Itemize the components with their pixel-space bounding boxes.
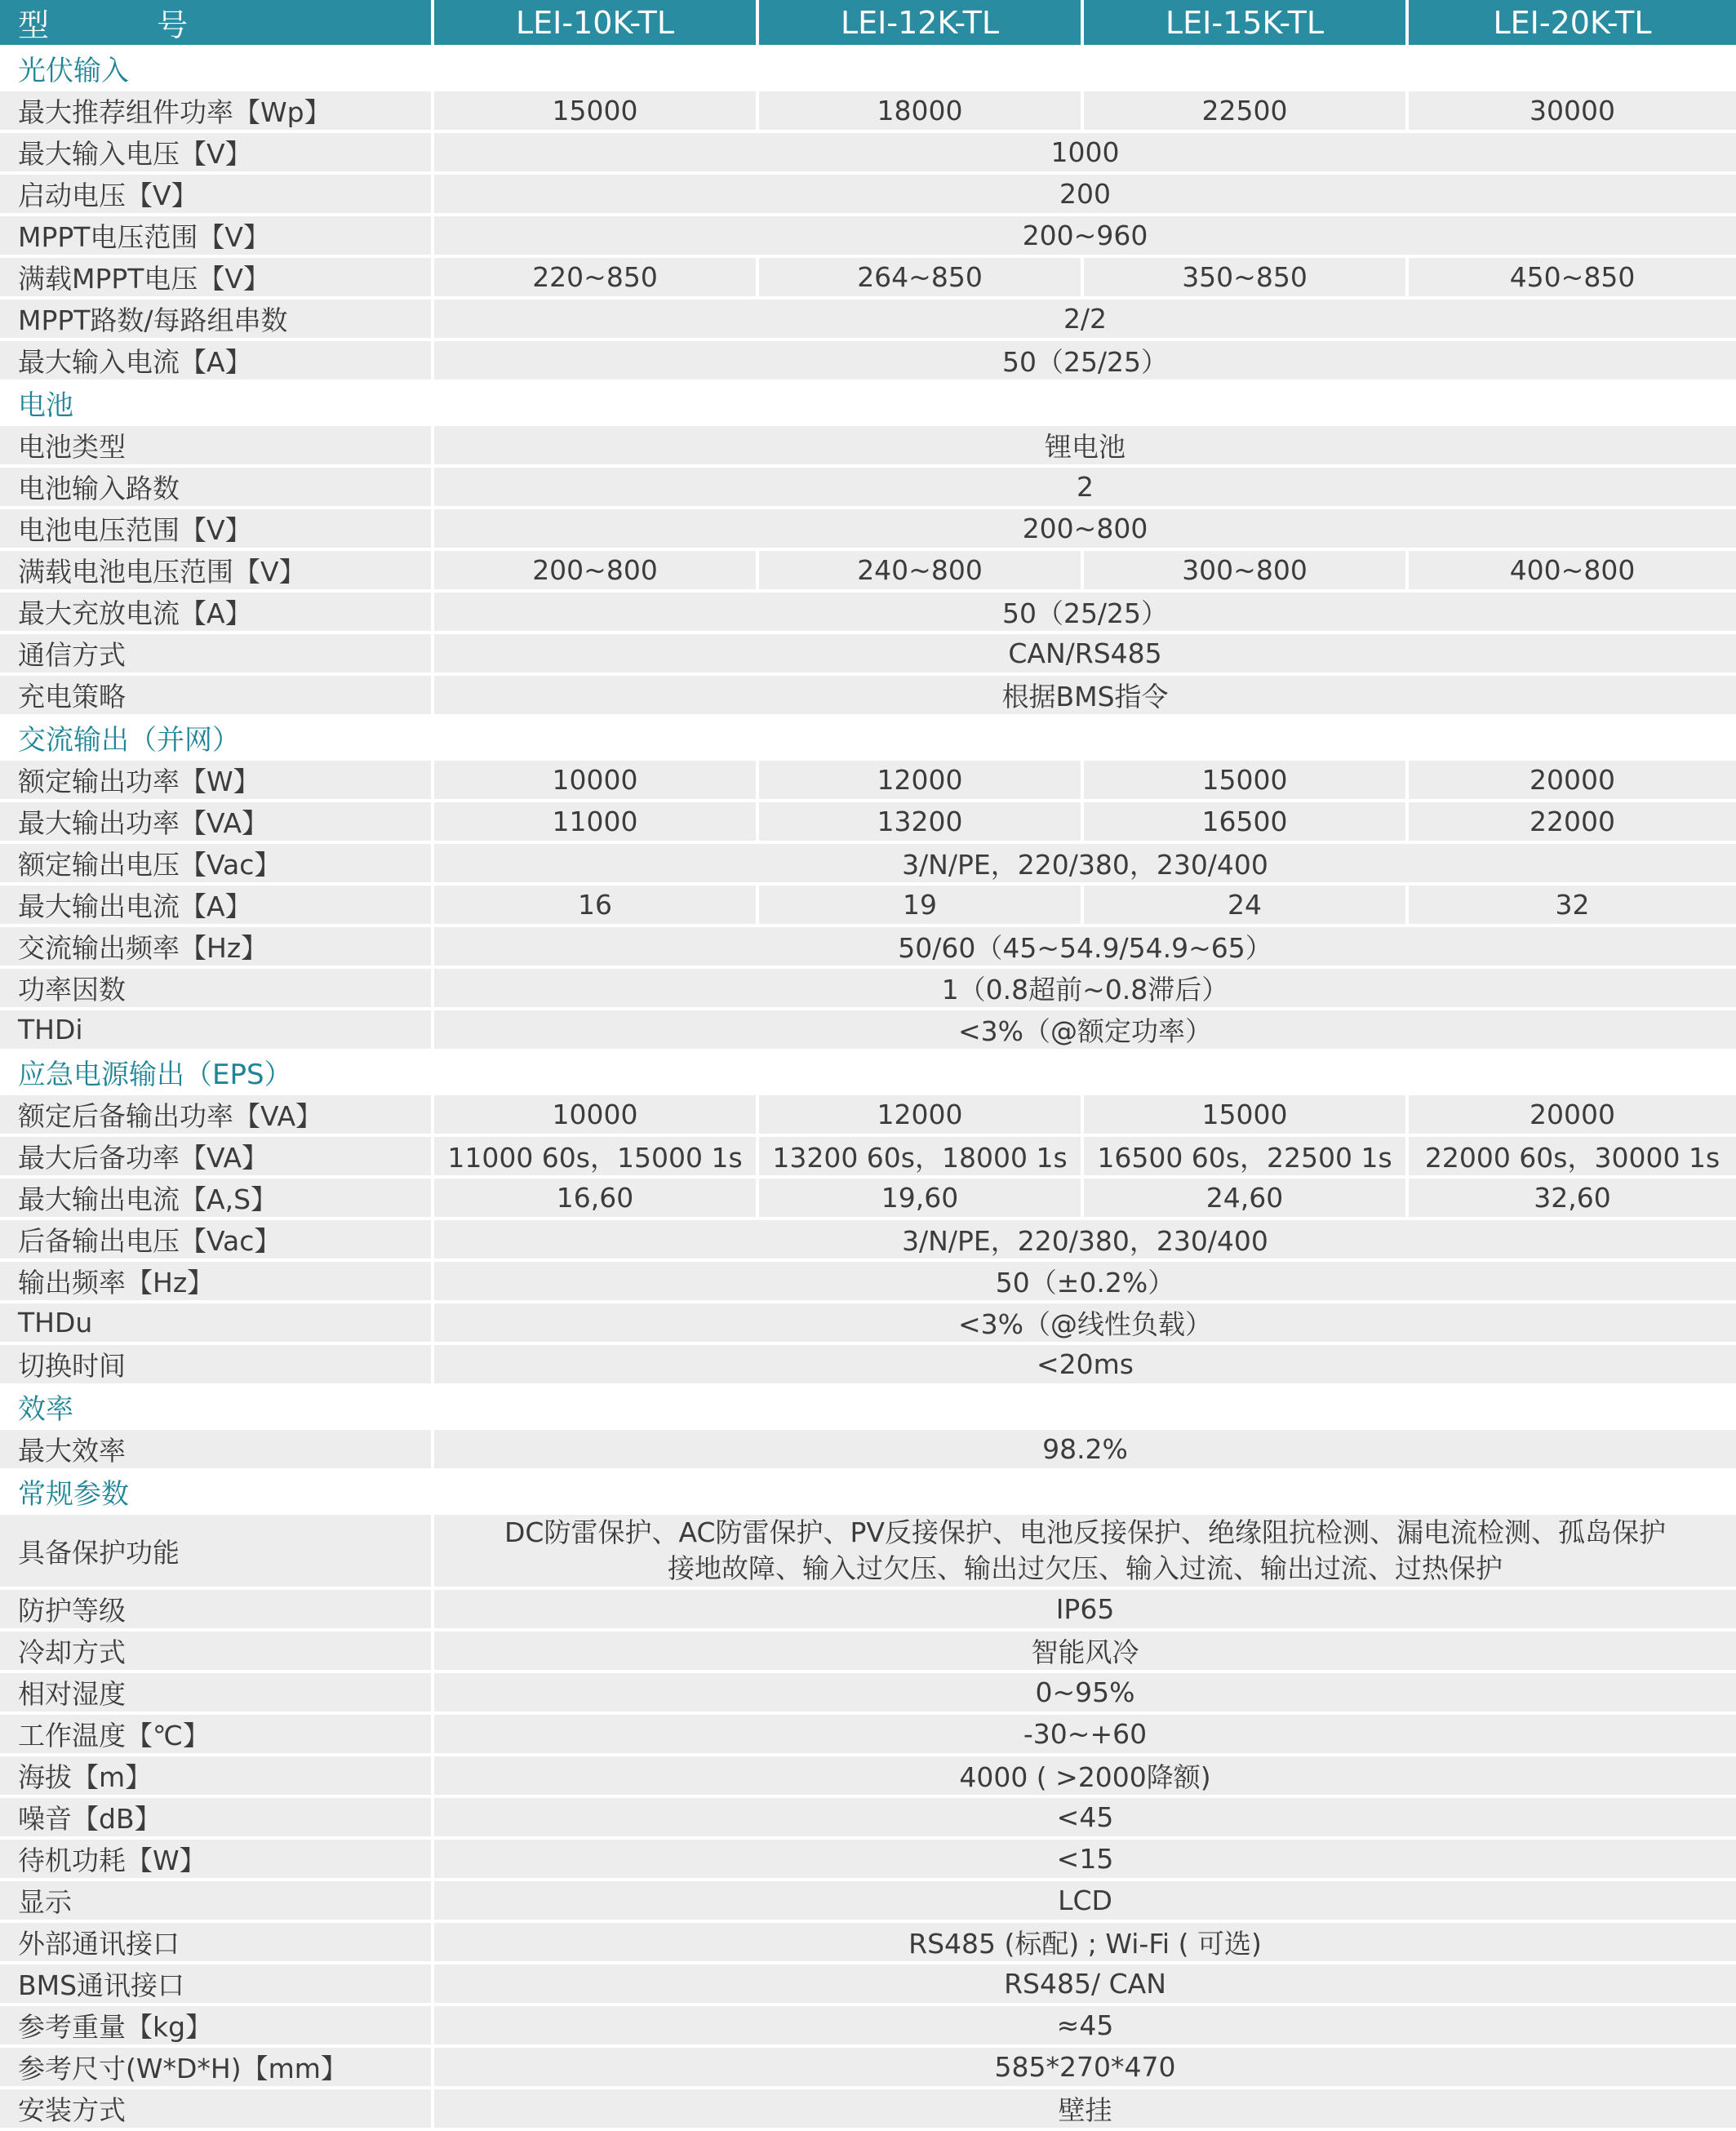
spec-label: 相对湿度 (0, 1673, 434, 1715)
spec-value-line: DC防雷保护、AC防雷保护、PV反接保护、电池反接保护、绝缘阻抗检测、漏电流检测、孤岛保护 (504, 1516, 1666, 1548)
spec-value: 13200 (759, 802, 1084, 844)
section-row (0, 717, 1736, 761)
spec-value: 200~800 (434, 551, 759, 593)
spec-row (0, 676, 1736, 717)
spec-label: 后备输出电压【Vac】 (0, 1220, 434, 1262)
spec-label: 待机功耗【W】 (0, 1840, 434, 1881)
spec-label: THDi (0, 1010, 434, 1052)
spec-value (434, 1515, 1736, 1590)
spec-value: 22500 (1084, 91, 1409, 133)
spec-row (0, 1010, 1736, 1052)
spec-value: ≈45 (434, 2006, 1736, 2048)
spec-row (0, 2089, 1736, 2131)
spec-label: 满载电池电压范围【V】 (0, 551, 434, 593)
spec-value: 18000 (759, 91, 1084, 133)
spec-row (0, 1673, 1736, 1715)
spec-row (0, 258, 1736, 300)
spec-row (0, 1430, 1736, 1472)
spec-row (0, 426, 1736, 468)
section-row (0, 1052, 1736, 1095)
spec-value: 19 (759, 886, 1084, 927)
spec-label: 具备保护功能 (0, 1515, 434, 1590)
spec-value: 15000 (1084, 761, 1409, 802)
spec-label: 冷却方式 (0, 1632, 434, 1673)
spec-value: 22000 (1409, 802, 1736, 844)
spec-row (0, 300, 1736, 341)
spec-label: 参考尺寸(W*D*H)【mm】 (0, 2048, 434, 2089)
section-row (0, 1387, 1736, 1430)
spec-row (0, 802, 1736, 844)
spec-row (0, 509, 1736, 551)
spec-row (0, 1345, 1736, 1387)
spec-label: 海拔【m】 (0, 1756, 434, 1798)
spec-value: 15000 (434, 91, 759, 133)
spec-label: 额定输出电压【Vac】 (0, 844, 434, 886)
spec-row (0, 1923, 1736, 1965)
spec-value: 2/2 (434, 300, 1736, 341)
spec-value: 12000 (759, 1095, 1084, 1137)
spec-value: 350~850 (1084, 258, 1409, 300)
spec-value: 15000 (1084, 1095, 1409, 1137)
spec-value: 400~800 (1409, 551, 1736, 593)
spec-row (0, 1715, 1736, 1756)
spec-label: 最大输入电压【V】 (0, 133, 434, 175)
spec-label: 通信方式 (0, 634, 434, 676)
spec-row (0, 1590, 1736, 1632)
spec-value: 10000 (434, 1095, 759, 1137)
spec-row (0, 844, 1736, 886)
spec-label: 最大充放电流【A】 (0, 593, 434, 634)
spec-value: 30000 (1409, 91, 1736, 133)
spec-value: 200~800 (434, 509, 1736, 551)
spec-label: 显示 (0, 1881, 434, 1923)
spec-row (0, 1881, 1736, 1923)
spec-row (0, 1632, 1736, 1673)
spec-value: 壁挂 (434, 2089, 1736, 2131)
spec-label: 安装方式 (0, 2089, 434, 2131)
spec-value: CAN/RS485 (434, 634, 1736, 676)
spec-value: 11000 (434, 802, 759, 844)
spec-label: 电池类型 (0, 426, 434, 468)
spec-label: THDu (0, 1303, 434, 1345)
spec-row (0, 1220, 1736, 1262)
spec-value: 20000 (1409, 761, 1736, 802)
spec-label: 最大输出电流【A】 (0, 886, 434, 927)
spec-label: 电池输入路数 (0, 468, 434, 509)
model-header: LEI-12K-TL (759, 0, 1084, 48)
spec-label: 外部通讯接口 (0, 1923, 434, 1965)
spec-value: 98.2% (434, 1430, 1736, 1472)
spec-value: 22000 60s，30000 1s (1409, 1137, 1736, 1179)
spec-label: 额定输出功率【W】 (0, 761, 434, 802)
spec-value: 450~850 (1409, 258, 1736, 300)
spec-value: 13200 60s，18000 1s (759, 1137, 1084, 1179)
section-title: 交流输出（并网） (0, 717, 1736, 761)
section-row (0, 1472, 1736, 1515)
spec-value: 300~800 (1084, 551, 1409, 593)
spec-value: RS485/ CAN (434, 1965, 1736, 2006)
spec-label: 满载MPPT电压【V】 (0, 258, 434, 300)
spec-label: 最大后备功率【VA】 (0, 1137, 434, 1179)
spec-value: LCD (434, 1881, 1736, 1923)
spec-value: 16500 60s，22500 1s (1084, 1137, 1409, 1179)
spec-label: 最大输出电流【A,S】 (0, 1179, 434, 1220)
spec-label: 防护等级 (0, 1590, 434, 1632)
spec-label: 启动电压【V】 (0, 175, 434, 216)
spec-label: 最大推荐组件功率【Wp】 (0, 91, 434, 133)
spec-row (0, 468, 1736, 509)
spec-label: 输出频率【Hz】 (0, 1262, 434, 1303)
spec-value: 220~850 (434, 258, 759, 300)
spec-row (0, 551, 1736, 593)
spec-label: 电池电压范围【V】 (0, 509, 434, 551)
spec-row (0, 1840, 1736, 1881)
spec-value: 10000 (434, 761, 759, 802)
spec-row (0, 1262, 1736, 1303)
spec-value: IP65 (434, 1590, 1736, 1632)
spec-value: 20000 (1409, 1095, 1736, 1137)
spec-value-line: 接地故障、输入过欠压、输出过欠压、输入过流、输出过流、过热保护 (668, 1552, 1503, 1584)
spec-value: 19,60 (759, 1179, 1084, 1220)
spec-row (0, 1515, 1736, 1590)
spec-value: 264~850 (759, 258, 1084, 300)
spec-label: 最大输入电流【A】 (0, 341, 434, 383)
spec-label: 交流输出频率【Hz】 (0, 927, 434, 969)
spec-label: 充电策略 (0, 676, 434, 717)
spec-row (0, 1798, 1736, 1840)
spec-value: -30~+60 (434, 1715, 1736, 1756)
spec-value: 50（25/25） (434, 593, 1736, 634)
spec-row (0, 969, 1736, 1010)
spec-value: 16,60 (434, 1179, 759, 1220)
spec-value: 32,60 (1409, 1179, 1736, 1220)
section-title: 常规参数 (0, 1472, 1736, 1515)
spec-row (0, 341, 1736, 383)
spec-row (0, 2006, 1736, 2048)
spec-row (0, 1137, 1736, 1179)
model-header: LEI-20K-TL (1409, 0, 1736, 48)
spec-row (0, 1179, 1736, 1220)
spec-value: 16500 (1084, 802, 1409, 844)
spec-value: 4000 ( >2000降额) (434, 1756, 1736, 1798)
spec-row (0, 1965, 1736, 2006)
header-row (0, 0, 1736, 48)
spec-row (0, 175, 1736, 216)
spec-value: 24 (1084, 886, 1409, 927)
spec-row (0, 216, 1736, 258)
spec-value: 24,60 (1084, 1179, 1409, 1220)
spec-value: 3/N/PE，220/380，230/400 (434, 1220, 1736, 1262)
spec-label: 额定后备输出功率【VA】 (0, 1095, 434, 1137)
spec-label: 功率因数 (0, 969, 434, 1010)
spec-value: RS485 (标配) ; Wi-Fi ( 可选) (434, 1923, 1736, 1965)
spec-value: <45 (434, 1798, 1736, 1840)
spec-label: 噪音【dB】 (0, 1798, 434, 1840)
section-row (0, 383, 1736, 426)
spec-row (0, 927, 1736, 969)
spec-value: 1（0.8超前~0.8滞后） (434, 969, 1736, 1010)
section-title: 电池 (0, 383, 1736, 426)
spec-value: 11000 60s，15000 1s (434, 1137, 759, 1179)
spec-value: <15 (434, 1840, 1736, 1881)
spec-label: 最大效率 (0, 1430, 434, 1472)
spec-value: 0~95% (434, 1673, 1736, 1715)
spec-label: MPPT电压范围【V】 (0, 216, 434, 258)
spec-row (0, 886, 1736, 927)
model-header-label: 型 号 (0, 0, 434, 48)
spec-value: 50/60（45~54.9/54.9~65） (434, 927, 1736, 969)
spec-value: 200 (434, 175, 1736, 216)
spec-row (0, 1303, 1736, 1345)
section-title: 光伏输入 (0, 48, 1736, 91)
spec-row (0, 133, 1736, 175)
spec-value: <3%（@额定功率） (434, 1010, 1736, 1052)
model-header: LEI-15K-TL (1084, 0, 1409, 48)
spec-value: 16 (434, 886, 759, 927)
spec-row (0, 761, 1736, 802)
spec-label: MPPT路数/每路组串数 (0, 300, 434, 341)
spec-row (0, 634, 1736, 676)
spec-value: <20ms (434, 1345, 1736, 1387)
section-title: 效率 (0, 1387, 1736, 1430)
spec-value: <3%（@线性负载） (434, 1303, 1736, 1345)
spec-label: 切换时间 (0, 1345, 434, 1387)
spec-value: 3/N/PE，220/380，230/400 (434, 844, 1736, 886)
spec-row (0, 91, 1736, 133)
spec-value: 200~960 (434, 216, 1736, 258)
spec-row (0, 593, 1736, 634)
model-header: LEI-10K-TL (434, 0, 759, 48)
spec-body (0, 48, 1736, 2131)
spec-value: 240~800 (759, 551, 1084, 593)
spec-value: 12000 (759, 761, 1084, 802)
spec-value: 2 (434, 468, 1736, 509)
spec-label: 参考重量【kg】 (0, 2006, 434, 2048)
spec-value: 585*270*470 (434, 2048, 1736, 2089)
spec-value: 根据BMS指令 (434, 676, 1736, 717)
spec-label: 工作温度【℃】 (0, 1715, 434, 1756)
spec-value: 32 (1409, 886, 1736, 927)
spec-row (0, 1095, 1736, 1137)
spec-value: 50（±0.2%） (434, 1262, 1736, 1303)
section-row (0, 48, 1736, 91)
spec-value: 50（25/25） (434, 341, 1736, 383)
spec-value: 锂电池 (434, 426, 1736, 468)
spec-label: BMS通讯接口 (0, 1965, 434, 2006)
spec-row (0, 1756, 1736, 1798)
spec-value: 1000 (434, 133, 1736, 175)
spec-value: 智能风冷 (434, 1632, 1736, 1673)
spec-row (0, 2048, 1736, 2089)
section-title: 应急电源输出（EPS） (0, 1052, 1736, 1095)
spec-label: 最大输出功率【VA】 (0, 802, 434, 844)
